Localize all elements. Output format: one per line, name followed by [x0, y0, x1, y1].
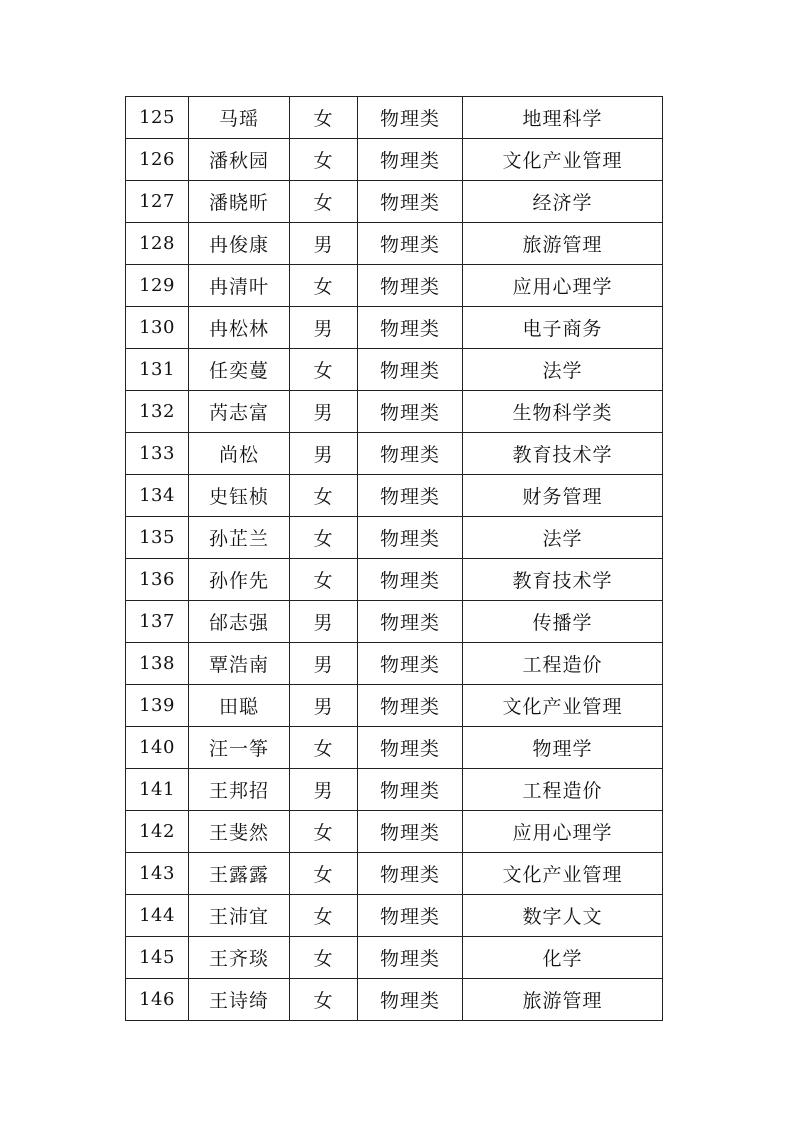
gender-cell: 男: [290, 601, 358, 643]
major-cell: 数字人文: [463, 895, 663, 937]
subject-category-cell: 物理类: [358, 97, 463, 139]
subject-category-cell: 物理类: [358, 601, 463, 643]
student-name-cell: 邰志强: [189, 601, 290, 643]
gender-cell: 女: [290, 895, 358, 937]
gender-cell: 女: [290, 727, 358, 769]
major-cell: 法学: [463, 349, 663, 391]
gender-cell: 男: [290, 391, 358, 433]
table-row: [126, 475, 663, 517]
student-name-cell: 尚松: [189, 433, 290, 475]
subject-category-cell: 物理类: [358, 181, 463, 223]
row-number-cell: 139: [126, 685, 189, 727]
gender-cell: 男: [290, 685, 358, 727]
table-row: [126, 97, 663, 139]
major-cell: 电子商务: [463, 307, 663, 349]
major-cell: 化学: [463, 937, 663, 979]
table-row: [126, 895, 663, 937]
student-name-cell: 王露露: [189, 853, 290, 895]
table-row: [126, 601, 663, 643]
row-number-cell: 134: [126, 475, 189, 517]
student-name-cell: 冉俊康: [189, 223, 290, 265]
major-cell: 财务管理: [463, 475, 663, 517]
major-cell: 文化产业管理: [463, 685, 663, 727]
subject-category-cell: 物理类: [358, 223, 463, 265]
subject-category-cell: 物理类: [358, 475, 463, 517]
student-name-cell: 王邦招: [189, 769, 290, 811]
student-name-cell: 芮志富: [189, 391, 290, 433]
major-cell: 应用心理学: [463, 265, 663, 307]
major-cell: 法学: [463, 517, 663, 559]
subject-category-cell: 物理类: [358, 139, 463, 181]
row-number-cell: 144: [126, 895, 189, 937]
subject-category-cell: 物理类: [358, 433, 463, 475]
major-cell: 教育技术学: [463, 559, 663, 601]
table-row: [126, 937, 663, 979]
table-row: [126, 181, 663, 223]
row-number-cell: 145: [126, 937, 189, 979]
row-number-cell: 131: [126, 349, 189, 391]
student-name-cell: 潘晓昕: [189, 181, 290, 223]
row-number-cell: 129: [126, 265, 189, 307]
gender-cell: 男: [290, 223, 358, 265]
subject-category-cell: 物理类: [358, 517, 463, 559]
gender-cell: 女: [290, 853, 358, 895]
subject-category-cell: 物理类: [358, 349, 463, 391]
table-row: [126, 769, 663, 811]
student-name-cell: 马瑶: [189, 97, 290, 139]
subject-category-cell: 物理类: [358, 895, 463, 937]
major-cell: 传播学: [463, 601, 663, 643]
row-number-cell: 141: [126, 769, 189, 811]
subject-category-cell: 物理类: [358, 643, 463, 685]
gender-cell: 女: [290, 475, 358, 517]
major-cell: 生物科学类: [463, 391, 663, 433]
subject-category-cell: 物理类: [358, 937, 463, 979]
gender-cell: 男: [290, 307, 358, 349]
gender-cell: 女: [290, 97, 358, 139]
row-number-cell: 138: [126, 643, 189, 685]
table-row: [126, 811, 663, 853]
major-cell: 应用心理学: [463, 811, 663, 853]
row-number-cell: 142: [126, 811, 189, 853]
major-cell: 教育技术学: [463, 433, 663, 475]
row-number-cell: 133: [126, 433, 189, 475]
gender-cell: 女: [290, 811, 358, 853]
student-name-cell: 冉清叶: [189, 265, 290, 307]
subject-category-cell: 物理类: [358, 307, 463, 349]
student-name-cell: 王诗绮: [189, 979, 290, 1021]
table-row: [126, 391, 663, 433]
subject-category-cell: 物理类: [358, 853, 463, 895]
table-row: [126, 517, 663, 559]
major-cell: 旅游管理: [463, 979, 663, 1021]
subject-category-cell: 物理类: [358, 811, 463, 853]
row-number-cell: 127: [126, 181, 189, 223]
table-row: [126, 643, 663, 685]
table-row: [126, 979, 663, 1021]
major-cell: 文化产业管理: [463, 853, 663, 895]
subject-category-cell: 物理类: [358, 559, 463, 601]
row-number-cell: 140: [126, 727, 189, 769]
gender-cell: 女: [290, 517, 358, 559]
major-cell: 工程造价: [463, 643, 663, 685]
table-row: [126, 559, 663, 601]
subject-category-cell: 物理类: [358, 769, 463, 811]
table-row: [126, 265, 663, 307]
gender-cell: 女: [290, 265, 358, 307]
subject-category-cell: 物理类: [358, 391, 463, 433]
table-row: [126, 685, 663, 727]
table-row: [126, 853, 663, 895]
row-number-cell: 135: [126, 517, 189, 559]
row-number-cell: 137: [126, 601, 189, 643]
student-name-cell: 孙作先: [189, 559, 290, 601]
student-name-cell: 覃浩南: [189, 643, 290, 685]
table-row: [126, 139, 663, 181]
student-name-cell: 冉松林: [189, 307, 290, 349]
gender-cell: 女: [290, 181, 358, 223]
student-name-cell: 潘秋园: [189, 139, 290, 181]
subject-category-cell: 物理类: [358, 979, 463, 1021]
roster-body: [126, 97, 663, 1021]
student-roster-table: [125, 96, 663, 1021]
row-number-cell: 143: [126, 853, 189, 895]
student-name-cell: 孙芷兰: [189, 517, 290, 559]
major-cell: 经济学: [463, 181, 663, 223]
row-number-cell: 132: [126, 391, 189, 433]
table-row: [126, 349, 663, 391]
row-number-cell: 125: [126, 97, 189, 139]
gender-cell: 女: [290, 559, 358, 601]
table-row: [126, 223, 663, 265]
subject-category-cell: 物理类: [358, 685, 463, 727]
student-name-cell: 王齐琰: [189, 937, 290, 979]
gender-cell: 男: [290, 433, 358, 475]
table-row: [126, 433, 663, 475]
subject-category-cell: 物理类: [358, 727, 463, 769]
row-number-cell: 146: [126, 979, 189, 1021]
student-name-cell: 任奕蔓: [189, 349, 290, 391]
major-cell: 文化产业管理: [463, 139, 663, 181]
student-name-cell: 田聪: [189, 685, 290, 727]
student-name-cell: 王沛宜: [189, 895, 290, 937]
row-number-cell: 136: [126, 559, 189, 601]
gender-cell: 男: [290, 769, 358, 811]
gender-cell: 女: [290, 937, 358, 979]
gender-cell: 女: [290, 349, 358, 391]
table-row: [126, 307, 663, 349]
major-cell: 物理学: [463, 727, 663, 769]
gender-cell: 女: [290, 139, 358, 181]
row-number-cell: 126: [126, 139, 189, 181]
gender-cell: 女: [290, 979, 358, 1021]
major-cell: 地理科学: [463, 97, 663, 139]
student-name-cell: 汪一筝: [189, 727, 290, 769]
table-row: [126, 727, 663, 769]
gender-cell: 男: [290, 643, 358, 685]
row-number-cell: 128: [126, 223, 189, 265]
student-name-cell: 王斐然: [189, 811, 290, 853]
row-number-cell: 130: [126, 307, 189, 349]
major-cell: 旅游管理: [463, 223, 663, 265]
major-cell: 工程造价: [463, 769, 663, 811]
subject-category-cell: 物理类: [358, 265, 463, 307]
student-name-cell: 史钰桢: [189, 475, 290, 517]
